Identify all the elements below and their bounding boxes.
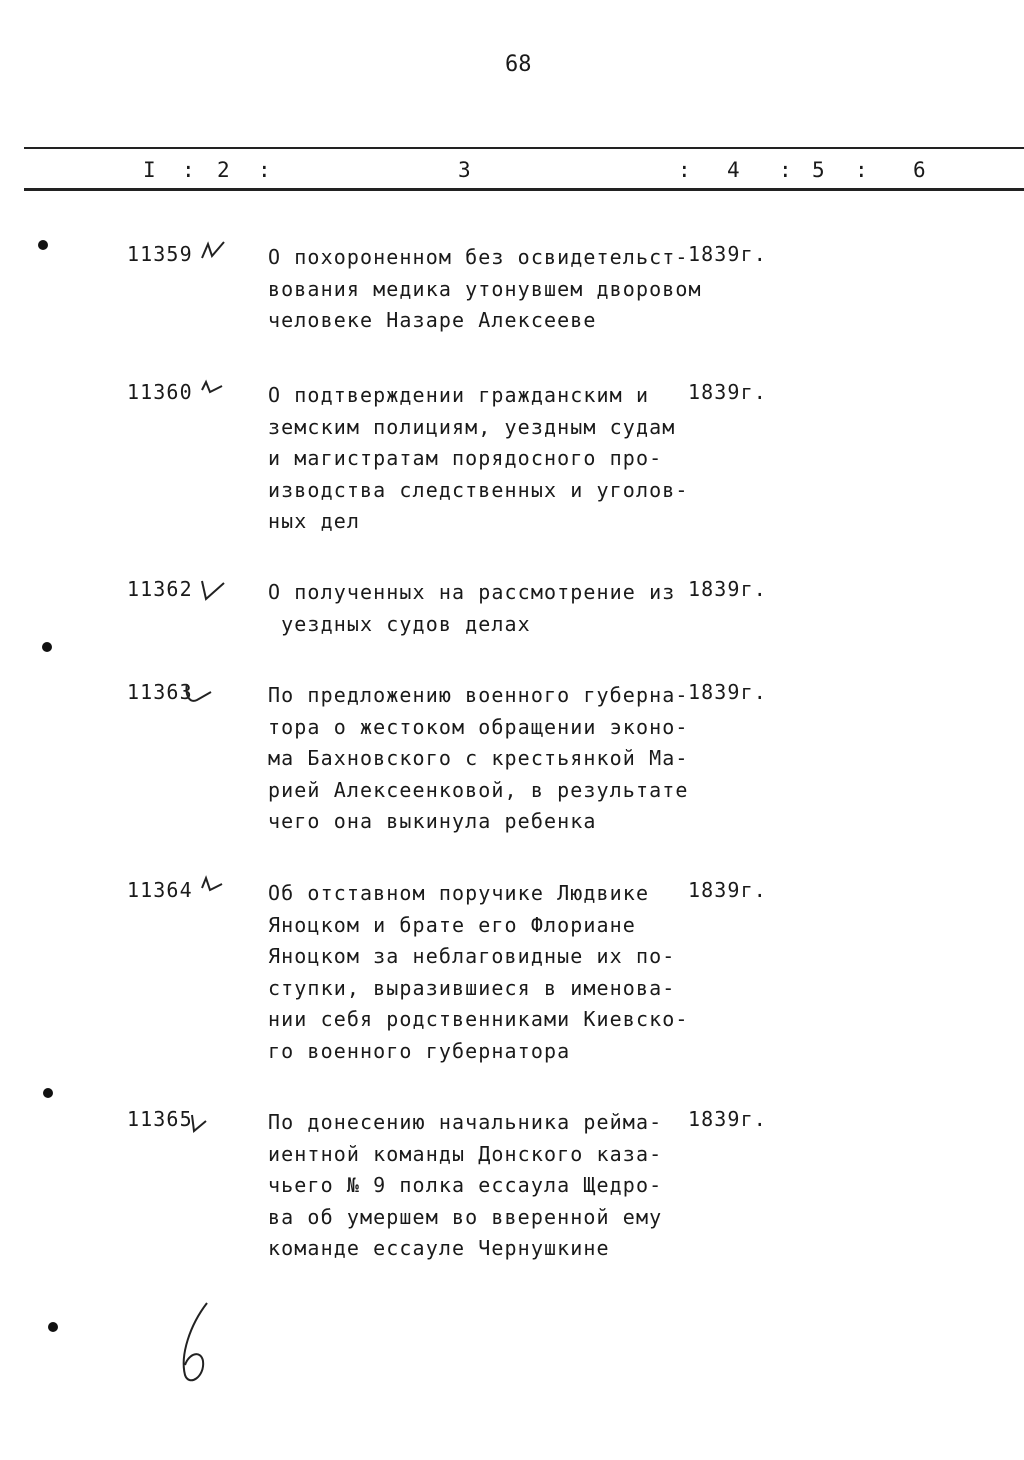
entry-title-line: и магистратам порядосного про- <box>268 446 663 470</box>
entry-title <box>268 380 689 538</box>
entry-title-line: рией Алексеенковой, в результате <box>268 777 689 802</box>
entry-title-line: Яноцком и брате его Флориане <box>268 912 636 937</box>
entry-year: 1839г. <box>688 577 767 601</box>
header-bottom-rule <box>24 188 1024 191</box>
check-mark-icon <box>190 1101 222 1137</box>
entry-title-line: иентной команды Донского каза- <box>268 1141 663 1166</box>
entry-title-line: го военного губернатора <box>268 1038 571 1063</box>
col-6: 6 <box>913 158 927 182</box>
check-mark-icon <box>198 236 230 272</box>
entry-title-line: команде ессауле Чернушкине <box>268 1236 610 1260</box>
entry-title <box>268 577 675 640</box>
entry-title <box>268 242 702 337</box>
col-sep: : <box>779 158 793 182</box>
entry-title-line: человеке Назаре Алексееве <box>268 308 597 332</box>
entry-title-line: земским полициям, уездным судам <box>268 414 676 439</box>
col-sep: : <box>182 158 196 182</box>
entry-title <box>268 1107 662 1265</box>
entry-title-line: изводства следственных и уголов- <box>268 477 689 502</box>
check-mark-icon <box>198 374 230 410</box>
handwritten-sheet-number <box>165 1295 225 1385</box>
entry-number: 11364 <box>127 878 193 902</box>
punch-hole <box>43 1088 53 1098</box>
entry-title-line: Об отставном поручике Людвике <box>268 881 650 905</box>
entry-title <box>268 878 689 1067</box>
entry-year: 1839г. <box>688 680 767 704</box>
entry-title-line: чьего № 9 полка ессаула Щедро- <box>268 1173 663 1197</box>
entry-number: 11362 <box>127 577 193 601</box>
entry-title-line: О подтверждении гражданским и <box>268 383 650 407</box>
entry-title-line: ва об умершем во вверенной ему <box>268 1204 663 1229</box>
entry-title-line: ма Бахновского с крестьянкой Ма- <box>268 746 689 770</box>
entry-title-line: нии себя родственниками Киевско- <box>268 1007 689 1031</box>
entry-title-line: уездных судов делах <box>268 611 531 636</box>
col-sep: : <box>855 158 869 182</box>
entry-year: 1839г. <box>688 242 767 266</box>
entry-number: 11363 <box>127 680 193 704</box>
col-sep: : <box>258 158 272 182</box>
page-number: 68 <box>505 52 532 77</box>
header-top-rule <box>24 147 1024 149</box>
punch-hole <box>48 1322 58 1332</box>
col-2: 2 <box>217 158 231 182</box>
entry-title-line: вования медика утонувшем дворовом <box>268 276 702 301</box>
col-1: I <box>143 158 157 182</box>
entry-title-line: ных дел <box>268 509 360 533</box>
col-4: 4 <box>727 158 741 182</box>
col-sep: : <box>678 158 692 182</box>
entry-title <box>268 680 689 838</box>
col-3: 3 <box>458 158 472 182</box>
entry-year: 1839г. <box>688 878 767 902</box>
entry-year: 1839г. <box>688 380 767 404</box>
punch-hole <box>42 642 52 652</box>
entry-title-line: По предложению военного губерна- <box>268 683 689 707</box>
punch-hole <box>38 240 48 250</box>
entry-title-line: чего она выкинула ребенка <box>268 809 597 833</box>
entry-number: 11365 <box>127 1107 193 1131</box>
entry-title-line: тора о жестоком обращении эконо- <box>268 714 689 739</box>
entry-title-line: О похороненном без освидетельст- <box>268 245 689 269</box>
check-mark-icon <box>198 872 230 908</box>
entry-title-line: ступки, выразившиеся в именова- <box>268 975 676 1000</box>
check-mark-icon <box>185 674 217 710</box>
entry-number: 11359 <box>127 242 193 266</box>
entry-title-line: Яноцком за неблаговидные их по- <box>268 944 676 968</box>
entry-year: 1839г. <box>688 1107 767 1131</box>
col-5: 5 <box>812 158 826 182</box>
entry-number: 11360 <box>127 380 193 404</box>
check-mark-icon <box>198 571 230 607</box>
entry-title-line: По донесению начальника рейма- <box>268 1110 663 1134</box>
entry-title-line: О полученных на рассмотрение из <box>268 580 676 604</box>
